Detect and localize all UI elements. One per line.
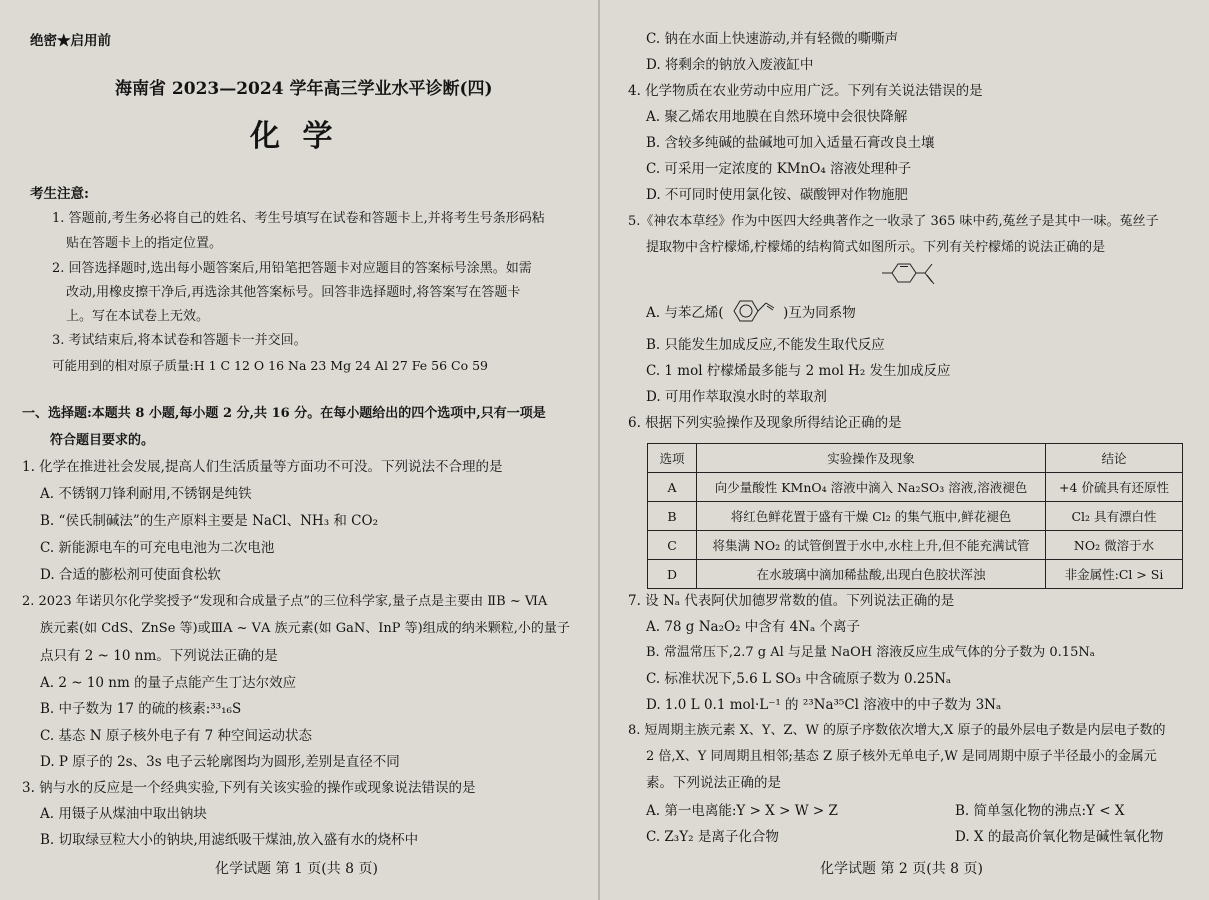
notice-line: 2. 回答选择题时,选出每小题答案后,用铅笔把答题卡对应题目的答案标号涂黑。如需 (52, 261, 532, 276)
notice-title: 考生注意: (30, 186, 89, 202)
q3-stem: 3. 钠与水的反应是一个经典实验,下列有关该实验的操作或现象说法错误的是 (22, 780, 476, 796)
q8-stem: 素。下列说法正确的是 (646, 775, 781, 791)
q1-option: A. 不锈钢刀锋利耐用,不锈钢是纯铁 (40, 486, 252, 502)
q8-stem: 2 倍,X、Y 同周期且相邻;基态 Z 原子核外无单电子,W 是同周期中原子半径最小的金属元 (646, 749, 1157, 764)
q5-stem: 5.《神农本草经》作为中医四大经典著作之一收录了 365 味中药,菟丝子是其中一味。菟丝子 (628, 214, 1159, 229)
q5-option: B. 只能发生加成反应,不能发生取代反应 (646, 337, 885, 353)
q5-option: D. 可用作萃取溴水时的萃取剂 (646, 389, 827, 405)
q2-option: A. 2 ~ 10 nm 的量子点能产生丁达尔效应 (40, 675, 297, 691)
table-header: 实验操作及现象 (697, 444, 1046, 473)
q2-option: D. P 原子的 2s、3s 电子云轮廓图均为圆形,差别是直径不同 (40, 754, 400, 770)
q4-option: C. 可采用一定浓度的 KMnO₄ 溶液处理种子 (646, 161, 912, 177)
q1-option: B. “侯氏制碱法”的生产原料主要是 NaCl、NH₃ 和 CO₂ (40, 513, 378, 529)
q2-stem: 点只有 2 ~ 10 nm。下列说法正确的是 (40, 648, 278, 664)
q7-stem: 7. 设 Nₐ 代表阿伏加德罗常数的值。下列说法正确的是 (628, 593, 955, 609)
section-title-cont: 符合题目要求的。 (50, 433, 155, 448)
notice-line: 1. 答题前,考生务必将自己的姓名、考生号填写在试卷和答题卡上,并将考生号条形码粘 (52, 211, 545, 226)
q3-option: D. 将剩余的钠放入废液缸中 (646, 57, 814, 73)
table-cell: 将红色鲜花置于盛有干燥 Cl₂ 的集气瓶中,鲜花褪色 (697, 502, 1046, 531)
q5-option-a-suffix: )互为同系物 (783, 305, 856, 321)
limonene-structure-icon (878, 258, 940, 288)
table-cell: +4 价硫具有还原性 (1046, 473, 1183, 502)
q2-option: C. 基态 N 原子核外电子有 7 种空间运动状态 (40, 728, 312, 744)
q4-option: B. 含较多纯碱的盐碱地可加入适量石膏改良土壤 (646, 135, 935, 151)
page-footer: 化学试题 第 2 页(共 8 页) (820, 861, 983, 877)
table-cell: NO₂ 微溶于水 (1046, 531, 1183, 560)
notice-line: 上。写在本试卷上无效。 (66, 309, 210, 324)
q1-option: D. 合适的膨松剂可使面食松软 (40, 567, 221, 583)
q8-option: C. Z₃Y₂ 是离子化合物 (646, 829, 779, 845)
q4-option: A. 聚乙烯农用地膜在自然环境中会很快降解 (646, 109, 908, 125)
page-footer: 化学试题 第 1 页(共 8 页) (215, 861, 378, 877)
q8-option: A. 第一电离能:Y > X > W > Z (646, 803, 838, 819)
table-cell: D (648, 560, 697, 589)
q3-option: A. 用镊子从煤油中取出钠块 (40, 806, 207, 822)
table-row (648, 531, 1183, 560)
table-cell: C (648, 531, 697, 560)
notice-line: 改动,用橡皮擦干净后,再选涂其他答案标号。回答非选择题时,将答案写在答题卡 (66, 285, 521, 300)
subject-title: 化 学 (250, 119, 339, 154)
styrene-structure-icon (728, 296, 780, 326)
q8-option: B. 简单氢化物的沸点:Y < X (955, 803, 1125, 819)
table-header: 结论 (1046, 444, 1183, 473)
q4-stem: 4. 化学物质在农业劳动中应用广泛。下列有关说法错误的是 (628, 83, 983, 99)
q7-option: A. 78 g Na₂O₂ 中含有 4Nₐ 个离子 (646, 619, 860, 635)
q3-option: C. 钠在水面上快速游动,并有轻微的嘶嘶声 (646, 31, 899, 47)
q2-stem: 族元素(如 CdS、ZnSe 等)或ⅢA ~ ⅤA 族元素(如 GaN、InP 等)组成的纳米颗粒,小的量子 (40, 621, 570, 636)
notice-line: 贴在答题卡上的指定位置。 (66, 236, 223, 251)
table-cell: 在水玻璃中滴加稀盐酸,出现白色胶状浑浊 (697, 560, 1046, 589)
q5-option-a-prefix: A. 与苯乙烯( (646, 305, 724, 321)
table-cell: 向少量酸性 KMnO₄ 溶液中滴入 Na₂SO₃ 溶液,溶液褪色 (697, 473, 1046, 502)
q7-option: D. 1.0 L 0.1 mol·L⁻¹ 的 ²³Na³⁵Cl 溶液中的中子数为 3Nₐ (646, 697, 1002, 713)
q7-option: B. 常温常压下,2.7 g Al 与足量 NaOH 溶液反应生成气体的分子数为 0.15Nₐ (646, 645, 1095, 660)
left-page (0, 0, 598, 900)
table-header: 选项 (648, 444, 697, 473)
q1-option: C. 新能源电车的可充电电池为二次电池 (40, 540, 275, 556)
table-cell: B (648, 502, 697, 531)
table-cell: 非金属性:Cl > Si (1046, 560, 1183, 589)
table-cell: 将集满 NO₂ 的试管倒置于水中,水柱上升,但不能充满试管 (697, 531, 1046, 560)
q7-option: C. 标准状况下,5.6 L SO₃ 中含硫原子数为 0.25Nₐ (646, 671, 952, 687)
table-row (648, 560, 1183, 589)
q5-option: C. 1 mol 柠檬烯最多能与 2 mol H₂ 发生加成反应 (646, 363, 951, 379)
section-title: 一、选择题:本题共 8 小题,每小题 2 分,共 16 分。在每小题给出的四个选项中,只有一项是 (22, 406, 546, 421)
q2-option: B. 中子数为 17 的硫的核素:³³₁₆S (40, 701, 242, 717)
confidential-label: 绝密★启用前 (30, 33, 111, 49)
q5-stem: 提取物中含柠檬烯,柠檬烯的结构简式如图所示。下列有关柠檬烯的说法正确的是 (646, 240, 1106, 255)
table-cell: Cl₂ 具有漂白性 (1046, 502, 1183, 531)
q8-stem: 8. 短周期主族元素 X、Y、Z、W 的原子序数依次增大,X 原子的最外层电子数是内层电子数的 (628, 723, 1166, 738)
q6-table (647, 443, 1183, 589)
q6-stem: 6. 根据下列实验操作及现象所得结论正确的是 (628, 415, 902, 431)
q8-option: D. X 的最高价氧化物是碱性氧化物 (955, 829, 1164, 845)
q1-stem: 1. 化学在推进社会发展,提高人们生活质量等方面功不可没。下列说法不合理的是 (22, 459, 503, 475)
table-row (648, 473, 1183, 502)
q4-option: D. 不可同时使用氯化铵、碳酸钾对作物施肥 (646, 187, 908, 203)
q3-option: B. 切取绿豆粒大小的钠块,用滤纸吸干煤油,放入盛有水的烧杯中 (40, 832, 419, 848)
notice-line: 3. 考试结束后,将本试卷和答题卡一并交回。 (52, 333, 307, 348)
q2-stem: 2. 2023 年诺贝尔化学奖授予“发现和合成量子点”的三位科学家,量子点是主要由 ⅡB ~ ⅥA (22, 594, 548, 609)
table-header-row (648, 444, 1183, 473)
table-cell: A (648, 473, 697, 502)
exam-title: 海南省 2023—2024 学年高三学业水平诊断(四) (115, 79, 493, 99)
table-row (648, 502, 1183, 531)
atomic-masses: 可能用到的相对原子质量:H 1 C 12 O 16 Na 23 Mg 24 Al 27 Fe 56 Co 59 (52, 358, 489, 373)
